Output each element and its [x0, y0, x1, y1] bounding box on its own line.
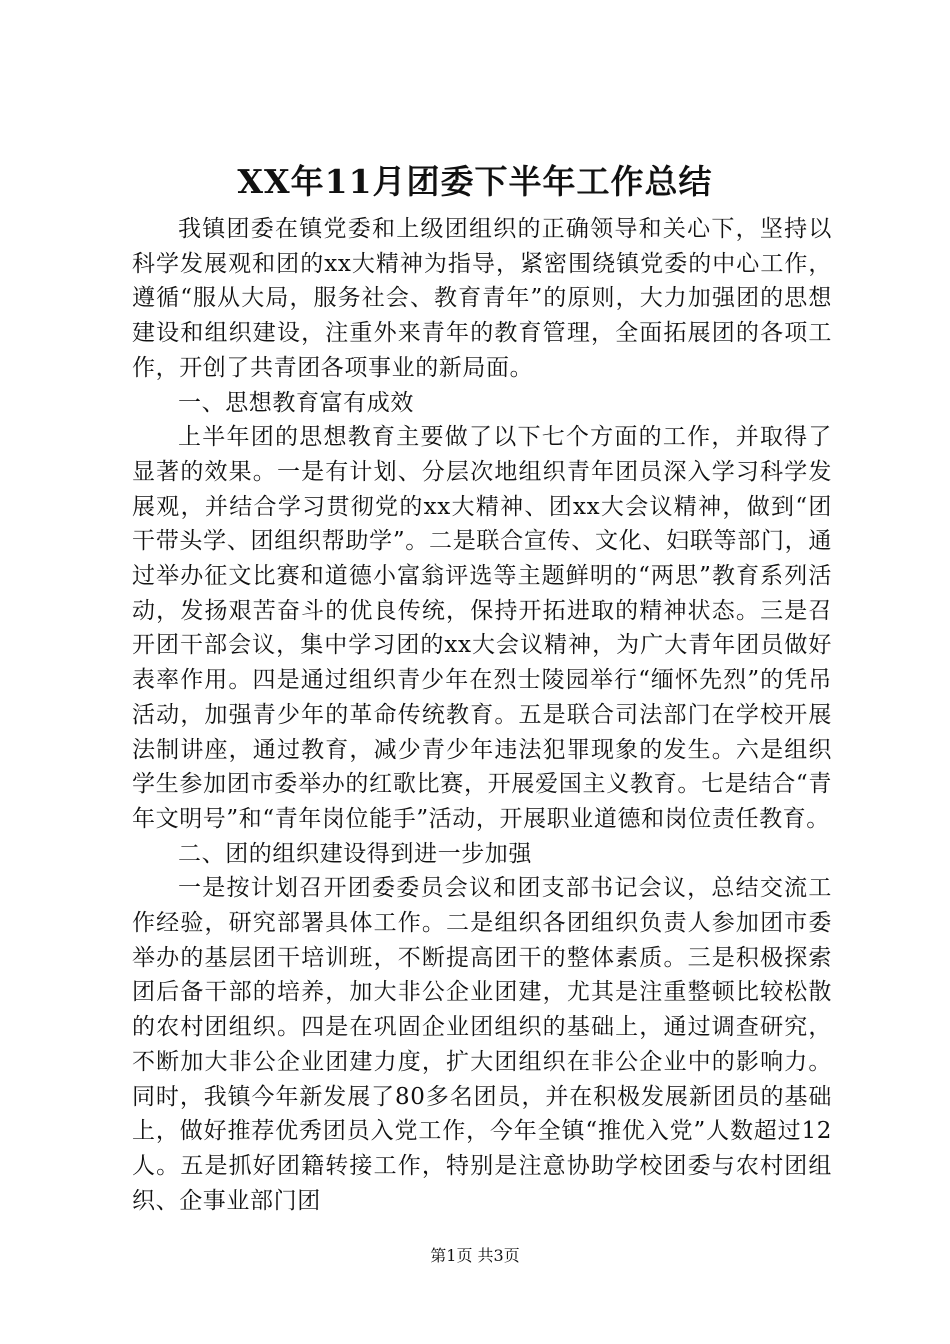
section-heading-1: 一、思想教育富有成效 — [178, 389, 414, 416]
document-body — [132, 212, 832, 1218]
document-title: XX年11月团委下半年工作总结 — [237, 162, 713, 201]
page-number-footer: 第1页 共3页 — [430, 1246, 520, 1265]
intro-paragraph: 我镇团委在镇党委和上级团组织的正确领导和关心下，坚持以科学发展观和团的xx大精神为指导，紧密围绕镇党委的中心工作，遵循“服从大局，服务社会、教育青年”的原则，大力加强团的思想建设和组织建设，注重外来青年的教育管理，全面拓展团的各项工作，开创了共青团各项事业的新局面。 — [132, 216, 832, 381]
section-heading-2: 二、团的组织建设得到进一步加强 — [178, 840, 532, 867]
section-1-paragraph: 上半年团的思想教育主要做了以下七个方面的工作，并取得了显著的效果。一是有计划、分层次地组织青年团员深入学习科学发展观，并结合学习贯彻党的xx大精神、团xx大会议精神，做到“团干带头学、团组织帮助学”。二是联合宣传、文化、妇联等部门，通过举办征文比赛和道德小富翁评选等主题鲜明的“两思”教育系列活动，发扬艰苦奋斗的优良传统，保持开拓进取的精神状态。三是召开团干部会议，集中学习团的xx大会议精神，为广大青年团员做好表率作用。四是通过组织青少年在烈士陵园举行“缅怀先烈”的凭吊活动，加强青少年的革命传统教育。五是联合司法部门在学校开展法制讲座，通过教育，减少青少年违法犯罪现象的发生。六是组织学生参加团市委举办的红歌比赛，开展爱国主义教育。七是结合“青年文明号”和“青年岗位能手”活动，开展职业道德和岗位责任教育。 — [132, 424, 832, 832]
section-2-paragraph: 一是按计划召开团委委员会议和团支部书记会议，总结交流工作经验，研究部署具体工作。二是组织各团组织负责人参加团市委举办的基层团干培训班，不断提高团干的整体素质。三是积极探索团后备干部的培养，加大非公企业团建，尤其是注重整顿比较松散的农村团组织。四是在巩固企业团组织的基础上，通过调查研究，不断加大非公企业团建力度，扩大团组织在非公企业中的影响力。同时，我镇今年新发展了80多名团员，并在积极发展新团员的基础上，做好推荐优秀团员入党工作，今年全镇“推优入党”人数超过12人。五是抓好团籍转接工作，特别是注意协助学校团委与农村团组织、企事业部门团 — [132, 875, 832, 1214]
